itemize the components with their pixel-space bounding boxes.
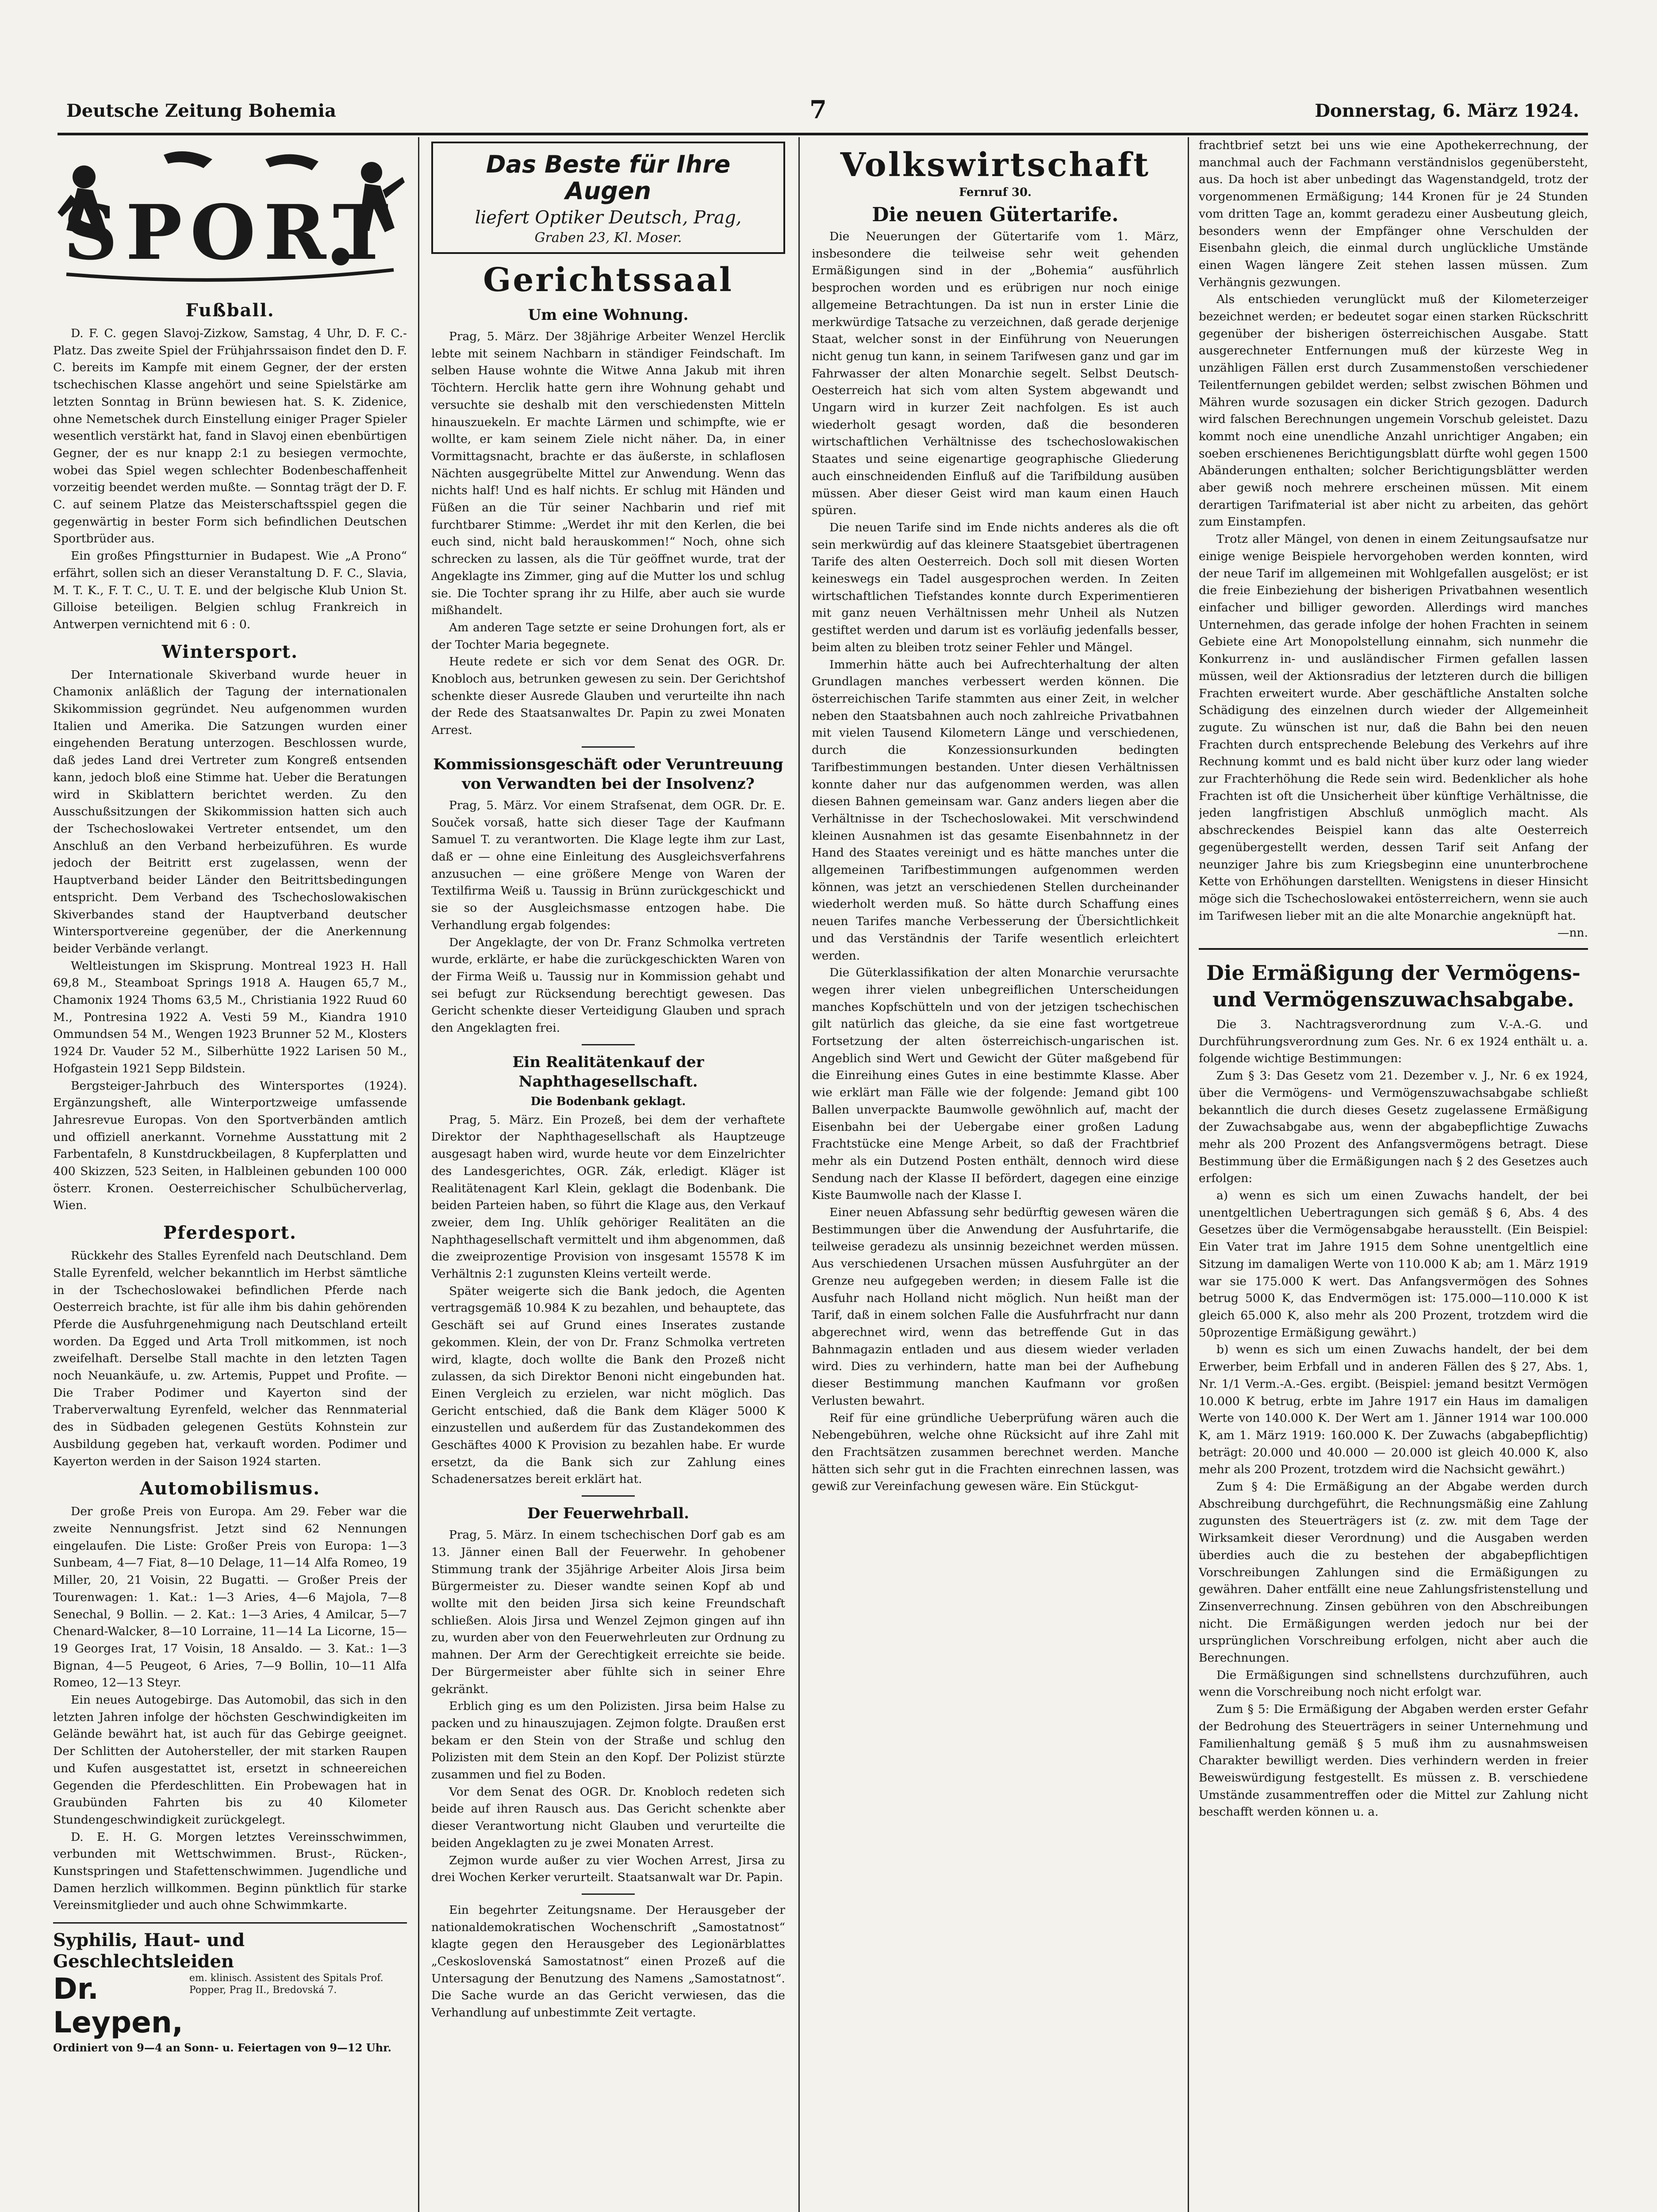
article-paragraph: Rückkehr des Stalles Eyrenfeld nach Deutschland. Dem Stalle Eyrenfeld, welcher bekanntlich im Herbst sämtliche in der Tschechoslowakei befindlichen Pferde nach Oesterreich brachte, ist für alle ihm bis dahin gehörenden Pferde die Ausfuhrgenehmigung nach Deutschland erteilt worden. Da Egged und Arta Troll mitkommen, ist noch zweifelhaft. Derselbe Stall machte in den letzten Tagen noch Neuankäufe, u. zw. Artemis, Puppet und Profite. — Die Traber Podimer und Kayerton sind der Traberverwaltung Eyrenfeld, welcher das Rennmaterial des in Südbaden gelegenen Gestüts Kohnstein zur Ausbildung gegeben hat, verkauft worden. Podimer und Kayerton werden in der Saison 1924 starten. xyxy=(53,1249,407,1468)
divider xyxy=(582,746,635,748)
article-title: Kommissionsgeschäft oder Veruntreuung von Verwandten bei der Insolvenz? xyxy=(433,755,783,793)
ad-doctor-name: Dr. Leypen, xyxy=(53,1972,183,2040)
article-paragraph: Prag, 5. März. Der 38jährige Arbeiter Wenzel Herclik lebte mit seinem Nachbarn in ständiger Feindschaft. Im selben Hause wohnte die Witwe Anna Jakub mit ihren Töchtern. Herclik hatte gern ihre Wohnung gehabt und versuchte sie deshalb mit den verschiedensten Mitteln hinauszuekeln. Er machte Lärmen und schimpfte, wie er wollte, er kam seinem Ziele nicht näher. Da, in einer Vormittagsnacht, brachte er das äußerste, in schlaflosen Nächten ausgegrübelte Mittel zur Anwendung. Wenn das nichts half! Und es half nichts. Er schlug mit Händen und Füßen an die Tür seiner Nachbarin und rief mit furchtbarer Stimme: „Werdet ihr mit den Kerlen, die bei euch sind, nicht bald herauskommen!“ Noch, ohne sich schrecken zu lassen, als die Tür geöffnet wurde, trat der Angeklagte ins Zimmer, ging auf die Mutter los und schlug sie. Die Tochter sprang ihr zu Hilfe, aber auch sie wurde mißhandelt. xyxy=(431,330,785,618)
article-paragraph: Weltleistungen im Skisprung. Montreal 1923 H. Hall 69,8 M., Steamboat Springs 1918 A. Haugen 65,7 M., Chamonix 1924 Thoms 63,5 M., Christiania 1922 Ruud 60 M., Pontresina 1922 A. Vesti 59 M., Kiandra 1910 Ommundsen 54 M., Wengen 1923 Brunner 52 M., Klosters 1924 Dr. Vauder 52 M., Silberhütte 1922 Larisen 50 M., Hofgastein 1921 Sepp Bildstein. xyxy=(53,959,407,1075)
column-rule xyxy=(1188,137,1189,2212)
ad-title: Das Beste für Ihre Augen xyxy=(486,150,731,205)
article-paragraph: Einer neuen Abfassung sehr bedürftig gewesen wären die Bestimmungen über die Anwendung der Ausfuhrtarife, die teilweise geradezu als unsinnig bezeichnet werden müssen. Aus verschiedenen Ursachen müssen Ausfuhrgüter an der Grenze neu aufgegeben werden; in diesem Falle ist die Ausfuhr nach Holland nicht möglich. Nun heißt man der Tarif, daß in einem solchen Falle die Ausfuhrfracht nur dann abgerechnet wird, wenn das betreffende Gut in das Bahnmagazin entladen und aus diesem wieder verladen wird. Dies zu verhindern, hatte man bei der Aufhebung dieser Bestimmung manchen Kaufmann vor großen Verlusten bewahrt. xyxy=(812,1206,1179,1408)
issue-date: Donnerstag, 6. März 1924. xyxy=(1315,100,1579,121)
article-paragraph: Reif für eine gründliche Ueberprüfung wären auch die Nebengebühren, welche ohne Rücksicht auf ihre Zahl mit den Frachtsätzen zusammen berechnet werden. Manche hätten sich sehr gut in die Frachten einrechnen lassen, was gewiß zur Vereinfachung gewesen wäre. Ein Stückgut- xyxy=(812,1411,1179,1494)
article-paragraph: Zejmon wurde außer zu vier Wochen Arrest, Jirsa zu drei Wochen Kerker verurteilt. Staatsanwalt war Dr. Papin. xyxy=(431,1853,785,1885)
advertisement-leypen xyxy=(53,1922,407,2055)
article-paragraph: Der Angeklagte, der von Dr. Franz Schmolka vertreten wurde, erklärte, er habe die zurückgeschickten Waren von der Firma Weiß u. Taussig nur in Kommission gehabt und sei befugt zur Rücksendung berechtigt gewesen. Das Gericht schenkte dieser Verteidigung Glauben und sprach den Angeklagten frei. xyxy=(431,935,785,1035)
author-signature: —nn. xyxy=(1557,926,1588,940)
section-heading-gerichtssaal: Gerichtssaal xyxy=(483,261,733,299)
column-rule xyxy=(798,137,800,2212)
article-paragraph: D. E. H. G. Morgen letztes Vereinsschwimmen, verbunden mit Wettschwimmen. Brust-, Rücken-, Kunstspringen und Stafettenschwimmen. Jugendliche und Damen herzlich willkommen. Beginn pünktlich für starke Vereinsmitglieder und auch ohne Schwimmkarte. xyxy=(53,1830,407,1912)
article-title: Ein Realitätenkauf der Naphthagesellschaft. xyxy=(512,1053,704,1091)
article-paragraph: frachtbrief setzt bei uns wie eine Apothekerrechnung, der manchmal auch der Fachmann verständnislos gegenübersteht, aus. Da hoch ist aber unbedingt das Wagenstandgeld, trotz der vorgenommenen Ermäßigung; 144 Kronen für je 24 Stunden vom dritten Tage an, kommt geradezu einer Ausbeutung gleich, besonders wenn der Empfänger ohne Verschulden der Eisenbahn gleich, die einmal durch unglückliche Umstände einen Wagen längere Zeit stehen lassen müssen. Zum Verhängnis gezwungen. xyxy=(1199,138,1588,289)
article-title: Um eine Wohnung. xyxy=(528,306,689,324)
article-paragraph: Als entschieden verunglückt muß der Kilometerzeiger bezeichnet werden; er bedeutet sogar einen starken Rückschritt gegenüber der bisherigen österreichischen Ausgabe. Statt ausgerechneter Entfernungen muß der kürzeste Weg in unzähligen Fällen erst durch Zusammenstoßen verschiedener Teilentfernungen gebildet werden; selbst zwischen Böhmen und Mähren wurde sozusagen ein dicker Strich gezogen. Dadurch wird falschen Berechnungen ungemein Vorschub geleistet. Dazu kommt noch eine unendliche Anzahl unrichtiger Angaben; ein soeben erschienenes Berichtigungsblatt dürfte wohl gegen 1500 Abänderungen enthalten; solcher Berichtigungsblätter werden aber gewiß noch mehrere erscheinen müssen. Mit einem derartigen Tarifmaterial ist aber nicht zu arbeiten, das gehört zum Einstampfen. xyxy=(1199,292,1588,529)
article-paragraph: Ein begehrter Zeitungsname. Der Herausgeber der nationaldemokratischen Wochenschrift „Samostatnost“ klagte gegen den Herausgeber des Legionärblattes „Ceskoslovenská Samostatnost“ einen Prozeß auf die Untersagung der Benutzung des Namens „Samostatnost“. Die Sache wurde an das Gericht verwiesen, das die Verhandlung auf unbestimmte Zeit vertagte. xyxy=(431,1903,785,2020)
article-paragraph: Am anderen Tage setzte er seine Drohungen fort, als er der Tochter Maria begegnete. xyxy=(431,620,785,652)
article-paragraph: Trotz aller Mängel, von denen in einem Zeitungsaufsatze nur einige wenige Beispiele hervorgehoben werden konnten, wird der neue Tarif im allgemeinen mit Wohlgefallen ausgelöst; er ist die freie Einbeziehung der bisherigen Privatbahnen wesentlich einfacher und billiger geworden. Allerdings wird manches Unternehmen, das gerade infolge der hohen Frachten in seinem Gebiete eine Art Monopolstellung einnahm, sich nunmehr die Konkurrenz in- und ausländischer Firmen gefallen lassen müssen, weil der Aktionsradius der letzteren durch die billigen Frachten erweitert wurde. Aber geschäftliche Anstalten solche Schädigung des einzelnen durch wieder der Allgemeinheit zugute. Zu wünschen ist nur, daß die Bahn bei den neuen Frachten durch entsprechende Belebung des Verkehrs auf ihre Rechnung kommt und es bald nicht über kurz oder lang wieder zur Frachterhöhung die Rede sein wird. Bedenklicher als hohe Frachten ist oft die Unsicherheit über künftige Verhältnisse, die jeden langfristigen Abschluß unmöglich macht. Als abschreckendes Beispiel kann das alte Oesterreich gegenübergestellt werden, dessen Tarif seit Anfang der neunziger Jahre bis zum Kriegsbeginn eine ununterbrochene Kette von Erhöhungen darstellten. Wenigstens in dieser Hinsicht möge sich die Tschechoslowakei entösterreichern, wenn sie auch im Tarifwesen lieber mit an die alte Monarchie angeknüpft hat. xyxy=(1199,532,1588,923)
column-rule xyxy=(418,137,419,2212)
article-paragraph: Heute redete er sich vor dem Senat des OGR. Dr. Knobloch aus, betrunken gewesen zu sein. Der Gerichtshof schenkte dieser Ausrede Glauben und verurteilte ihn nach der Rede des Staatsanwaltes Dr. Papin zu zwei Monaten Arrest. xyxy=(431,655,785,737)
section-phone: Fernruf 30. xyxy=(959,186,1032,199)
column-gerichtssaal xyxy=(431,137,785,2212)
column-volkswirtschaft xyxy=(812,137,1179,2212)
article-paragraph: Zum § 5: Die Ermäßigung der Abgaben werden erster Gefahr der Bedrohung des Steuerträgers in seiner Unternehmung und Familienhaltung gemäß § 5 muß ihm zu ausnahmsweisen Charakter bewilligt werden. Dies verhindern werden in freier Beweiswürdigung festgestellt. Es müssen z. B. verschiedene Umstände zusammentreffen oder die Mittel zur Zahlung nicht beschafft werden können u. a. xyxy=(1199,1702,1588,1819)
article-title: Die neuen Gütertarife. xyxy=(872,204,1119,226)
divider xyxy=(582,1893,635,1895)
article-paragraph: Die neuen Tarife sind im Ende nichts anderes als die oft sein merkwürdig auf das kleinere Staatsgebiet übertragenen Tarife des alten Oesterreich. Doch soll mit diesen Worten keineswegs ein Tadel ausgesprochen werden. In Zeiten wirtschaftlichen Tiefstandes konnte durch Experimentieren mit ganz neuen Verhältnissen mehr Unheil als Nutzen gestiftet werden und darum ist es vorläufig jedenfalls besser, beim alten zu bleiben trotz seiner Fehler und Mängel. xyxy=(812,520,1179,654)
article-divider xyxy=(1199,948,1588,953)
sport-logo xyxy=(53,146,407,292)
svg-text:SPORT: SPORT xyxy=(63,188,397,277)
article-paragraph: Ein neues Autogebirge. Das Automobil, das sich in den letzten Jahren infolge der höchsten Geschwindigkeiten im Gelände bewährt hat, ist auch für das Gebirge geeignet. Der Schlitten der Autohersteller, der mit starken Raupen und Kufen ausgestattet ist, ersetzt in schneereichen Gegenden die Pferdeschlitten. Ein Probewagen hat in Graubünden Fahrten bis zu 40 Kilometer Stundengeschwindigkeit zurückgelegt. xyxy=(53,1693,407,1827)
divider xyxy=(582,1044,635,1045)
section-heading-fussball: Fußball. xyxy=(185,300,275,321)
article-paragraph: Vor dem Senat des OGR. Dr. Knobloch redeten sich beide auf ihren Rausch aus. Das Gericht schenkte aber dieser Verantwortung nicht Glauben und verurteilte die beiden Angeklagten zu je zwei Monaten Arrest. xyxy=(431,1785,785,1850)
article-title: Die Ermäßigung der Vermögens- und Vermögenszuwachsabgabe. xyxy=(1206,961,1580,1012)
article-paragraph: Die Neuerungen der Gütertarife vom 1. März, insbesondere die teilweise sehr weit gehenden Ermäßigungen sind in der „Bohemia“ ausführlich besprochen worden und es erübrigen nur noch einige allgemeine Betrachtungen. Da ist nun in erster Linie die merkwürdige Tatsache zu verzeichnen, daß gerade derjenige Staat, welcher sonst in der Einführung von Neuerungen nicht genug tun kann, in seinem Tarifwesen ganz und gar im Fahrwasser der alten Monarchie segelt. Selbst Deutsch-Oesterreich hat sich vom alten System abgewandt und Ungarn wird in kurzer Zeit nachfolgen. Es ist auch wiederholt gesagt worden, daß die besonderen wirtschaftlichen Verhältnisse des tschechoslowakischen Staates und seine eigenartige geographische Gliederung auch einschneidenden Einfluß auf die Tarifbildung ausüben müssen. Aber dieser Geist wird man kaum einen Hauch spüren. xyxy=(812,230,1179,518)
article-paragraph: Erblich ging es um den Polizisten. Jirsa beim Halse zu packen und zu hinauszujagen. Zejmon folgte. Draußen erst bekam er den Stein von der Straße und schlug den Polizisten mit dem Stein an den Kopf. Der Polizist stürzte zusammen und fiel zu Boden. xyxy=(431,1699,785,1782)
article-paragraph: Der Internationale Skiverband wurde heuer in Chamonix anläßlich der Tagung der internationalen Skikommission gegründet. Neu aufgenommen wurden Italien und Amerika. Die Satzungen wurden einer eingehenden Beratung unterzogen. Beschlossen wurde, daß jedes Land drei Vertreter zum Kongreß entsenden kann, jedoch bloß eine Stimme hat. Ueber die Beratungen wird in Skiblattern berichtet werden. Zu den Ausschußsitzungen der Skikommission hatten sich auch der Tschechoslowakei Vertreter entsendet, um den Anschluß an den Verband herbeizuführen. Es wurde jedoch der Beitritt erst zugelassen, wenn der Hauptverband beider Länder den Beitrittsbedingungen entspricht. Dem Verband des Tschechoslowakischen Skiverbandes stand der Hauptverband deutscher Wintersportvereine gegenüber, der die Anerkennung beider Verbände verlangt. xyxy=(53,668,407,956)
article-paragraph: Prag, 5. März. Vor einem Strafsenat, dem OGR. Dr. E. Souček vorsaß, hatte sich dieser Tage der Kaufmann Samuel T. zu verantworten. Die Klage legte ihm zur Last, daß er — ohne eine Einleitung des Ausgleichsverfahrens anzusuchen — eine größere Menge von Waren der Textilfirma Weiß u. Taussig in Brünn zurückgeschickt und sie so der Ausgleichsmasse entzogen habe. Die Verhandlung ergab folgendes: xyxy=(431,798,785,932)
section-heading-pferdesport: Pferdesport. xyxy=(163,1222,297,1244)
ad-address: Graben 23, Kl. Moser. xyxy=(534,230,682,246)
article-paragraph: Die 3. Nachtragsverordnung zum V.-A.-G. und Durchführungsverordnung zum Ges. Nr. 6 ex 1924 enthält u. a. folgende wichtige Bestimmungen: xyxy=(1199,1018,1588,1066)
page-header xyxy=(66,95,1579,126)
divider xyxy=(582,1495,635,1497)
article-paragraph: Prag, 5. März. In einem tschechischen Dorf gab es am 13. Jänner einen Ball der Feuerwehr. In gehobener Stimmung trank der 35jährige Arbeiter Alois Jirsa beim Bürgermeister zu. Dieser wandte seinen Kopf ab und wollte mit den beiden Jirsa sich keine Freundschaft schließen. Alois Jirsa und Wenzel Zejmon gingen auf ihn zu, wurden aber von den Feuerwehrleuten zur Ordnung zu mahnen. Der Arm der Gerechtigkeit erreichte sie beide. Der Bürgermeister aber fühlte sich in seiner Ehre gekränkt. xyxy=(431,1528,785,1696)
column-economy-continued xyxy=(1199,137,1588,2212)
ad-hours: Ordiniert von 9—4 an Sonn- u. Feiertagen von 9—12 Uhr. xyxy=(53,2041,391,2055)
article-paragraph: Zum § 4: Die Ermäßigung an der Abgabe werden durch Abschreibung durchgeführt, die Rechnungsmäßig eine Zahlung zugunsten des Steuerträgers ist (z. zw. mit dem Tage der Wirksamkeit dieser Verordnung) und die Ausgaben werden überdies auch die zu bestehen der abgabepflichtigen Vorschreibungen Zahlungen sind die Ermäßigungen zu gewähren. Daher entfällt eine neue Zahlungsfristenstellung und Zinsenverrechnung. Zinsen gebühren von den Abschreibungen nicht. Die Ermäßigungen werden jedoch nur bei der ursprünglichen Vorschreibung erfolgen, nicht aber auch die Berechnungen. xyxy=(1199,1480,1588,1665)
article-paragraph: Zum § 3: Das Gesetz vom 21. Dezember v. J., Nr. 6 ex 1924, über die Vermögens- und Vermögenszuwachsabgabe schließt bekanntlich die durch dieses Gesetz zugelassene Ermäßigung der Zuwachsabgabe aus, wenn der abgabepflichtige Zuwachs mehr als 200 Prozent des Anfangsvermögens betragt. Diese Bestimmung über die Ermäßigungen nach § 2 des Gesetzes auch erfolgen: xyxy=(1199,1069,1588,1186)
article-paragraph: Der große Preis von Europa. Am 29. Feber war die zweite Nennungsfrist. Jetzt sind 62 Nennungen eingelaufen. Die Liste: Großer Preis von Europa: 1—3 Sunbeam, 4—7 Fiat, 8—10 Delage, 11—14 Alfa Romeo, 19 Miller, 20, 21 Voisin, 22 Bugatti. — Großer Preis der Tourenwagen: 1. Kat.: 1—3 Aries, 4—6 Majola, 7—8 Senechal, 9 Bollin. — 2. Kat.: 1—3 Aries, 4 Amilcar, 5—7 Chenard-Walcker, 8—10 Lorraine, 11—14 La Licorne, 15—19 Georges Irat, 17 Voisin, 18 Ansaldo. — 3. Kat.: 1—3 Bignan, 4—5 Peugeot, 6 Aries, 7—9 Bollin, 10—11 Alfa Romeo, 12—13 Steyr. xyxy=(53,1505,407,1690)
header-rule xyxy=(58,133,1588,135)
article-paragraph: Die Ermäßigungen sind schnellstens durchzuführen, auch wenn die Vorschreibung noch nicht erfolgt war. xyxy=(1199,1668,1588,1699)
ad-title: Syphilis, Haut- und Geschlechtsleiden xyxy=(53,1930,245,1972)
section-heading-volkswirtschaft: Volkswirtschaft xyxy=(840,146,1151,184)
masthead-left: Deutsche Zeitung Bohemia xyxy=(66,100,336,121)
advertisement-optiker xyxy=(431,142,785,254)
column-sport xyxy=(53,137,407,2212)
page-number: 7 xyxy=(809,95,827,124)
ad-doctor-info: em. klinisch. Assistent des Spitals Prof. Popper, Prag II., Bredovská 7. xyxy=(189,1973,384,1996)
article-paragraph: Ein großes Pfingstturnier in Budapest. Wie „A Prono“ erfährt, sollen sich an dieser Veranstaltung D. F. C., Slavia, M. T. K., F. T. C., U. T. E. und der belgische Klub Union St. Gilloise beteiligen. Belgien schlug Frankreich in Antwerpen vernichtend mit 6 : 0. xyxy=(53,549,407,631)
sport-logo-image xyxy=(53,146,407,292)
article-paragraph: Die Güterklassifikation der alten Monarchie verursachte wegen ihrer vielen unbegreiflichen Unterscheidungen manches Kopfschütteln und von der jetzigen tschechischen gilt natürlich das gleiche, da sie eine fast wortgetreue Fortsetzung der alten österreichisch-ungarischen ist. Angeblich sind Wert und Gewicht der Güter maßgebend für die Einreihung eines Gutes in eine bestimmte Klasse. Aber wie erklärt man Fälle wie der folgende: Jemand gibt 100 Ballen unverpackte Baumwolle gewöhnlich auf, macht der Eisenbahn bei der Uebergabe einer großen Ladung Frachtstücke eine Menge Arbeit, so daß der Frachtbrief mehr als ein Dutzend Posten enthält, dennoch wird diese Sendung nach der Klasse II befördert, dagegen eine einzige Kiste Baumwolle nach der Klasse I. xyxy=(812,966,1179,1202)
article-subtitle: Die Bodenbank geklagt. xyxy=(530,1094,686,1108)
article-paragraph: a) wenn es sich um einen Zuwachs handelt, der bei unentgeltlichen Uebertragungen sich gemäß § 6, Abs. 4 des Gesetzes über die Vermögensabgabe herausstellt. (Ein Beispiel: Ein Vater trat im Jahre 1915 dem Sohne unentgeltlich eine Sitzung im damaligen Werte von 110.000 K ab; am 1. März 1919 war sie 175.000 K wert. Das Anfangsvermögen des Sohnes betrug 5000 K, das Endvermögen ist: 175.000—110.000 K ist gleich 65.000 K, also mehr als 200 Prozent, trotzdem wird die 50prozentige Ermäßigung gewährt.) xyxy=(1199,1189,1588,1340)
article-paragraph: b) wenn es sich um einen Zuwachs handelt, der bei dem Erwerber, beim Erbfall und in anderen Fällen des § 27, Abs. 1, Nr. 1/1 Verm.-A.-Ges. ergibt. (Beispiel: jemand besitzt Vermögen 10.000 K betrug, erbte im Jahre 1917 ein Haus im damaligen Werte von 140.000 K. Der Wert am 1. Jänner 1914 war 100.000 K, am 1. März 1919: 160.000 K. Der Zuwachs (abgabepflichtig) beträgt: 20.000 und 40.000 — 20.000 ist gleich 40.000 K, also mehr als 200 Prozent, trotzdem wird die Nachsicht gewährt.) xyxy=(1199,1343,1588,1477)
article-title: Der Feuerwehrball. xyxy=(527,1505,690,1523)
article-paragraph: Prag, 5. März. Ein Prozeß, bei dem der verhaftete Direktor der Naphthagesellschaft als Hauptzeuge ausgesagt haben wird, wurde heute vor dem Einzelrichter des Landesgerichtes, OGR. Zák, erledigt. Kläger ist Realitätenagent Karl Klein, geklagt die Bodenbank. Die beiden Parteien haben, so führt die Klage aus, den Verkauf zweier, dem Ing. Uhlík gehöriger Realitäten an die Naphthagesellschaft vermittelt und ihm abgenommen, daß die zweiprozentige Provision von insgesamt 15578 K im Verhältnis 2:1 zugunsten Kleins verteilt werde. xyxy=(431,1113,785,1281)
ad-line: liefert Optiker Deutsch, Prag, xyxy=(475,207,742,228)
article-paragraph: Bergsteiger-Jahrbuch des Wintersportes (1924). Ergänzungsheft, alle Winterportzweige umfassende Jahresrevue Europas. Von den Sportverbänden amtlich und offiziell anerkannt. Vornehme Ausstattung mit 2 Farbentafeln, 8 Kunstdruckbeilagen, 8 Kupferplatten und 400 Skizzen, 523 Seiten, in Halbleinen gebunden 100 000 österr. Kronen. Oesterreichischer Schulbücherverlag, Wien. xyxy=(53,1079,407,1213)
article-paragraph: Später weigerte sich die Bank jedoch, die Agenten vertragsgemäß 10.984 K zu bezahlen, und behauptete, das Geschäft sei auf Grund eines Inserates zustande gekommen. Klein, der von Dr. Franz Schmolka vertreten wird, klagte, doch wollte die Bank den Prozeß nicht zulassen, da sich Direktor Benoni nicht eingebunden hat. Einen Vergleich zu erzielen, war nicht möglich. Das Gericht entschied, daß die Bank dem Kläger 5000 K einzustellen und außerdem für das Zustandekommen des Geschäftes 4000 K Provision zu bezahlen habe. Er wurde ersetzt, da die Bank sich zur Zahlung eines Schadenersatzes bereit erklärt hat. xyxy=(431,1284,785,1486)
section-heading-automobilismus: Automobilismus. xyxy=(139,1478,321,1499)
article-paragraph: Immerhin hätte auch bei Aufrechterhaltung der alten Grundlagen manches verbessert werden können. Die österreichischen Tarife stammten aus einer Zeit, in welcher neben den Staatsbahnen auch noch zahlreiche Privatbahnen mit vielen Tausend Kilometern Länge und verschiedenen, durch die Konzessionsurkunden bedingten Tarifbestimmungen bestanden. Unter diesen Verhältnissen konnte daher nur das aufgenommen werden, was allen diesen Bahnen gemeinsam war. Ganz anders liegen aber die Verhältnisse in der Tschechoslowakei. Mit verschwindend kleinen Ausnahmen ist das gesamte Eisenbahnnetz in der Hand des Staates vereinigt und es hätte manches unter die allgemeinen Tarifbestimmungen aufgenommen werden können, was jetzt an verschiedenen Stellen durcheinander wiederholt werden muß. So hätte durch Schaffung eines neuen Tarifes manche Verbesserung der Übersichtlichkeit und das Verständnis der Tarife wesentlich erleichtert werden. xyxy=(812,657,1179,963)
section-heading-wintersport: Wintersport. xyxy=(161,641,299,662)
article-paragraph: D. F. C. gegen Slavoj-Zizkow, Samstag, 4 Uhr, D. F. C.-Platz. Das zweite Spiel der Frühjahrssaison findet den D. F. C. bereits im Kampfe mit einem Gegner, der der ersten tschechischen Klasse angehört und seine Spielstärke am letzten Sonntag in Brünn bewiesen hat. S. K. Zidenice, ohne Nemetschek durch Einstellung einiger Prager Spieler wesentlich verstärkt hat, fand in Slavoj einen ebenbürtigen Gegner, der es nur knapp 2:1 zu besiegen vermochte, wobei das Spiel wegen schlechter Bodenbeschaffenheit vorzeitig beendet werden mußte. — Sonntag trägt der D. F. C. auf seinem Platze das Meisterschaftsspiel gegen die gegenwärtig in bester Form sich befindlichen Deutschen Sportbrüder aus. xyxy=(53,326,407,546)
